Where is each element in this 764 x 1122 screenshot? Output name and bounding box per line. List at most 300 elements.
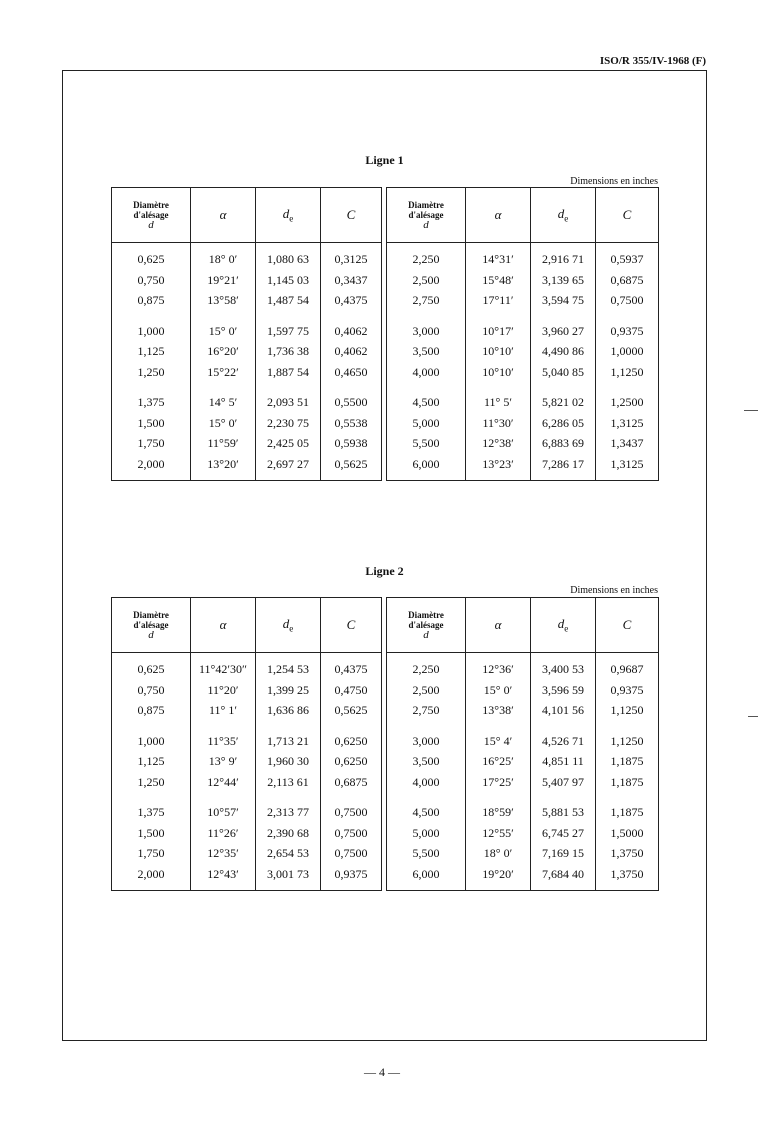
table-row [112, 772, 382, 793]
header-c-symbol: C [346, 617, 356, 632]
table-row [387, 413, 659, 434]
spacer-cell [596, 721, 659, 731]
header-diametre-symbol [387, 630, 465, 640]
table-ligne-1 [111, 187, 659, 481]
cell-alpha: 15° 0′ [191, 413, 256, 434]
header-diametre-symbol [112, 630, 190, 640]
cell-de: 7,169 15 [531, 843, 596, 864]
cell-de: 3,139 65 [531, 270, 596, 291]
cell-de: 4,101 56 [531, 700, 596, 721]
cell-de: 1,399 25 [256, 680, 321, 701]
spacer-cell [466, 721, 531, 731]
cell-diameter: 2,250 [387, 653, 466, 680]
cell-c: 0,9375 [321, 864, 382, 891]
spacer-cell [321, 311, 382, 321]
header-alpha [191, 188, 256, 243]
table-title-ligne-1: Ligne 1 [365, 153, 404, 167]
cell-diameter: 1,250 [112, 772, 191, 793]
cell-alpha: 17°25′ [466, 772, 531, 793]
table-row [387, 700, 659, 721]
spacer-cell [112, 311, 191, 321]
cell-alpha: 11°20′ [191, 680, 256, 701]
cell-alpha: 10°57′ [191, 802, 256, 823]
cell-alpha: 11° 1′ [191, 700, 256, 721]
spacer-cell [387, 311, 466, 321]
cell-c: 0,4375 [321, 290, 382, 311]
cell-diameter: 4,000 [387, 362, 466, 383]
cell-de: 2,113 61 [256, 772, 321, 793]
table-row [112, 680, 382, 701]
spacer-cell [256, 721, 321, 731]
cell-de: 6,286 05 [531, 413, 596, 434]
header-diametre [387, 188, 466, 243]
cell-alpha: 13°23′ [466, 454, 531, 481]
cell-c: 0,4062 [321, 341, 382, 362]
cell-diameter: 3,000 [387, 731, 466, 752]
cell-c: 0,7500 [596, 290, 659, 311]
spacer-cell [191, 311, 256, 321]
header-c-symbol: C [622, 617, 632, 632]
cell-de: 3,960 27 [531, 321, 596, 342]
cell-alpha: 13°58′ [191, 290, 256, 311]
table-row [387, 270, 659, 291]
cell-c: 1,3750 [596, 843, 659, 864]
data-table-left [111, 187, 382, 481]
table-row [112, 413, 382, 434]
cell-de: 7,684 40 [531, 864, 596, 891]
table-row [387, 843, 659, 864]
cell-c: 1,1250 [596, 362, 659, 383]
cell-c: 1,5000 [596, 823, 659, 844]
table-row [387, 321, 659, 342]
header-diametre [112, 188, 191, 243]
group-spacer [387, 311, 659, 321]
spacer-cell [531, 382, 596, 392]
cell-c: 0,7500 [321, 802, 382, 823]
group-spacer [112, 792, 382, 802]
cell-c: 1,0000 [596, 341, 659, 362]
cell-alpha: 10°10′ [466, 362, 531, 383]
cell-diameter: 2,750 [387, 700, 466, 721]
table-row [112, 802, 382, 823]
header-row [112, 188, 382, 243]
cell-alpha: 14° 5′ [191, 392, 256, 413]
cell-diameter: 6,000 [387, 454, 466, 481]
cell-de: 5,407 97 [531, 772, 596, 793]
cell-diameter: 5,000 [387, 413, 466, 434]
cell-alpha: 11°59′ [191, 433, 256, 454]
cell-c: 0,9375 [596, 680, 659, 701]
cell-de: 2,313 77 [256, 802, 321, 823]
header-diametre-symbol [112, 220, 190, 230]
group-spacer [112, 721, 382, 731]
table-ligne-2 [111, 597, 659, 891]
cell-c: 1,3437 [596, 433, 659, 454]
cell-c: 0,4375 [321, 653, 382, 680]
cell-alpha: 12°43′ [191, 864, 256, 891]
table-row [112, 392, 382, 413]
cell-alpha: 18° 0′ [191, 243, 256, 270]
table-row [112, 751, 382, 772]
cell-diameter: 1,375 [112, 392, 191, 413]
cell-c: 0,7500 [321, 823, 382, 844]
cell-alpha: 11° 5′ [466, 392, 531, 413]
header-alpha [466, 188, 531, 243]
table-row [112, 823, 382, 844]
cell-alpha: 18° 0′ [466, 843, 531, 864]
margin-mark [748, 716, 758, 717]
cell-alpha: 11°42′30″ [191, 653, 256, 680]
cell-alpha: 14°31′ [466, 243, 531, 270]
page-number: — 4 — [364, 1065, 400, 1079]
cell-diameter: 0,625 [112, 243, 191, 270]
cell-c: 0,6875 [596, 270, 659, 291]
cell-c: 1,1875 [596, 772, 659, 793]
spacer-cell [466, 792, 531, 802]
spacer-cell [112, 721, 191, 731]
table-row [387, 802, 659, 823]
cell-c: 0,6250 [321, 751, 382, 772]
spacer-cell [466, 382, 531, 392]
cell-diameter: 5,500 [387, 433, 466, 454]
units-note-ligne-1: Dimensions en inches [570, 176, 658, 187]
spacer-cell [191, 792, 256, 802]
table-row [387, 864, 659, 891]
cell-de: 2,425 05 [256, 433, 321, 454]
cell-de: 3,400 53 [531, 653, 596, 680]
cell-alpha: 19°20′ [466, 864, 531, 891]
cell-c: 0,5938 [321, 433, 382, 454]
cell-c: 0,5937 [596, 243, 659, 270]
spacer-cell [387, 792, 466, 802]
header-d-symbol: d [423, 219, 429, 231]
cell-de: 4,490 86 [531, 341, 596, 362]
cell-de: 2,390 68 [256, 823, 321, 844]
margin-mark [744, 410, 758, 411]
cell-diameter: 2,000 [112, 864, 191, 891]
spacer-cell [112, 792, 191, 802]
cell-c: 0,6875 [321, 772, 382, 793]
header-d-symbol: d [148, 629, 154, 641]
table-row [387, 751, 659, 772]
cell-de: 2,093 51 [256, 392, 321, 413]
cell-alpha: 15° 4′ [466, 731, 531, 752]
group-spacer [387, 721, 659, 731]
table-row [387, 454, 659, 481]
header-de-symbol: d [557, 206, 565, 222]
cell-diameter: 0,875 [112, 290, 191, 311]
cell-de: 1,960 30 [256, 751, 321, 772]
cell-diameter: 4,500 [387, 802, 466, 823]
cell-c: 1,1875 [596, 802, 659, 823]
data-table-right [386, 597, 659, 891]
cell-de: 6,883 69 [531, 433, 596, 454]
cell-diameter: 1,125 [112, 751, 191, 772]
table-row [112, 731, 382, 752]
header-row [112, 598, 382, 653]
cell-de: 1,597 75 [256, 321, 321, 342]
cell-c: 0,9375 [596, 321, 659, 342]
cell-de: 4,851 11 [531, 751, 596, 772]
spacer-cell [466, 311, 531, 321]
table-row [387, 362, 659, 383]
cell-c: 0,7500 [321, 843, 382, 864]
cell-c: 0,4650 [321, 362, 382, 383]
document-reference: ISO/R 355/IV-1968 (F) [599, 55, 706, 67]
spacer-cell [387, 721, 466, 731]
cell-de: 2,697 27 [256, 454, 321, 481]
cell-diameter: 6,000 [387, 864, 466, 891]
cell-alpha: 13°38′ [466, 700, 531, 721]
spacer-cell [596, 311, 659, 321]
table-row [112, 341, 382, 362]
cell-de: 1,080 63 [256, 243, 321, 270]
cell-alpha: 15°48′ [466, 270, 531, 291]
header-de-subscript: e [289, 213, 294, 224]
data-table-right [386, 187, 659, 481]
cell-diameter: 1,000 [112, 321, 191, 342]
table-title-ligne-2: Ligne 2 [365, 564, 404, 578]
cell-alpha: 16°25′ [466, 751, 531, 772]
cell-de: 3,001 73 [256, 864, 321, 891]
cell-c: 0,5625 [321, 700, 382, 721]
header-de-symbol: d [282, 206, 290, 222]
cell-diameter: 3,500 [387, 751, 466, 772]
spacer-cell [321, 382, 382, 392]
cell-diameter: 2,250 [387, 243, 466, 270]
header-diametre-line1: Diamètre [408, 610, 444, 620]
units-note-ligne-2: Dimensions en inches [570, 585, 658, 596]
table-row [387, 290, 659, 311]
cell-c: 0,9687 [596, 653, 659, 680]
header-row [387, 598, 659, 653]
header-de [531, 598, 596, 653]
group-spacer [387, 382, 659, 392]
table-row [387, 341, 659, 362]
cell-alpha: 13° 9′ [191, 751, 256, 772]
spacer-cell [112, 382, 191, 392]
cell-c: 0,6250 [321, 731, 382, 752]
cell-alpha: 12°38′ [466, 433, 531, 454]
header-alpha [191, 598, 256, 653]
header-c [321, 188, 382, 243]
cell-c: 1,2500 [596, 392, 659, 413]
cell-c: 0,5625 [321, 454, 382, 481]
group-spacer [112, 311, 382, 321]
spacer-cell [256, 792, 321, 802]
header-diametre [387, 598, 466, 653]
header-diametre-line2: d'alésage [408, 620, 444, 630]
cell-de: 1,254 53 [256, 653, 321, 680]
table-row [112, 843, 382, 864]
header-c-symbol: C [622, 207, 632, 222]
cell-diameter: 4,500 [387, 392, 466, 413]
cell-alpha: 15°22′ [191, 362, 256, 383]
cell-diameter: 1,125 [112, 341, 191, 362]
header-d-symbol: d [148, 219, 154, 231]
cell-c: 0,3437 [321, 270, 382, 291]
header-alpha [466, 598, 531, 653]
cell-diameter: 5,000 [387, 823, 466, 844]
cell-de: 2,654 53 [256, 843, 321, 864]
cell-alpha: 12°36′ [466, 653, 531, 680]
spacer-cell [256, 311, 321, 321]
header-de-subscript: e [289, 623, 294, 634]
header-de-subscript: e [564, 623, 569, 634]
table-row [112, 700, 382, 721]
table-row [387, 772, 659, 793]
header-de [531, 188, 596, 243]
header-c [321, 598, 382, 653]
cell-diameter: 0,625 [112, 653, 191, 680]
cell-diameter: 1,500 [112, 823, 191, 844]
cell-de: 5,040 85 [531, 362, 596, 383]
cell-diameter: 2,750 [387, 290, 466, 311]
header-diametre-line2: d'alésage [408, 210, 444, 220]
cell-de: 7,286 17 [531, 454, 596, 481]
spacer-cell [256, 382, 321, 392]
cell-diameter: 3,500 [387, 341, 466, 362]
group-spacer [387, 792, 659, 802]
spacer-cell [531, 792, 596, 802]
cell-alpha: 10°17′ [466, 321, 531, 342]
header-alpha-symbol: α [219, 617, 227, 632]
header-d-symbol: d [423, 629, 429, 641]
cell-diameter: 1,750 [112, 843, 191, 864]
header-diametre [112, 598, 191, 653]
cell-diameter: 2,500 [387, 680, 466, 701]
cell-de: 1,713 21 [256, 731, 321, 752]
spacer-cell [531, 311, 596, 321]
header-diametre-line1: Diamètre [133, 200, 169, 210]
cell-de: 6,745 27 [531, 823, 596, 844]
header-c-symbol: C [346, 207, 356, 222]
header-de [256, 598, 321, 653]
cell-de: 1,736 38 [256, 341, 321, 362]
header-row [387, 188, 659, 243]
spacer-cell [191, 721, 256, 731]
header-c [596, 598, 659, 653]
cell-alpha: 17°11′ [466, 290, 531, 311]
cell-alpha: 13°20′ [191, 454, 256, 481]
header-diametre-line1: Diamètre [408, 200, 444, 210]
cell-alpha: 18°59′ [466, 802, 531, 823]
page-frame [62, 70, 707, 1041]
cell-c: 1,1875 [596, 751, 659, 772]
cell-alpha: 16°20′ [191, 341, 256, 362]
spacer-cell [321, 792, 382, 802]
table-row [387, 823, 659, 844]
spacer-cell [191, 382, 256, 392]
cell-alpha: 19°21′ [191, 270, 256, 291]
spacer-cell [596, 792, 659, 802]
table-row [112, 653, 382, 680]
cell-c: 0,5538 [321, 413, 382, 434]
cell-c: 1,3125 [596, 413, 659, 434]
cell-de: 1,636 86 [256, 700, 321, 721]
cell-alpha: 15° 0′ [191, 321, 256, 342]
table-row [387, 392, 659, 413]
cell-diameter: 2,000 [112, 454, 191, 481]
header-diametre-line1: Diamètre [133, 610, 169, 620]
cell-alpha: 11°26′ [191, 823, 256, 844]
header-de [256, 188, 321, 243]
cell-alpha: 12°44′ [191, 772, 256, 793]
cell-alpha: 15° 0′ [466, 680, 531, 701]
cell-c: 1,1250 [596, 700, 659, 721]
cell-diameter: 1,500 [112, 413, 191, 434]
cell-alpha: 12°55′ [466, 823, 531, 844]
header-c [596, 188, 659, 243]
header-diametre-line2: d'alésage [133, 210, 169, 220]
cell-c: 1,1250 [596, 731, 659, 752]
cell-diameter: 2,500 [387, 270, 466, 291]
spacer-cell [596, 382, 659, 392]
cell-diameter: 5,500 [387, 843, 466, 864]
cell-alpha: 11°30′ [466, 413, 531, 434]
cell-diameter: 4,000 [387, 772, 466, 793]
cell-de: 3,594 75 [531, 290, 596, 311]
cell-diameter: 1,250 [112, 362, 191, 383]
cell-diameter: 1,750 [112, 433, 191, 454]
table-row [112, 243, 382, 270]
table-row [387, 243, 659, 270]
spacer-cell [387, 382, 466, 392]
data-table-left [111, 597, 382, 891]
header-diametre-line2: d'alésage [133, 620, 169, 630]
table-row [387, 680, 659, 701]
cell-diameter: 0,750 [112, 680, 191, 701]
table-row [112, 290, 382, 311]
table-row [112, 864, 382, 891]
header-alpha-symbol: α [494, 207, 502, 222]
header-de-symbol: d [282, 616, 290, 632]
cell-de: 2,916 71 [531, 243, 596, 270]
cell-diameter: 1,375 [112, 802, 191, 823]
header-alpha-symbol: α [494, 617, 502, 632]
table-row [112, 433, 382, 454]
cell-c: 1,3750 [596, 864, 659, 891]
cell-c: 0,4062 [321, 321, 382, 342]
cell-de: 1,887 54 [256, 362, 321, 383]
header-de-subscript: e [564, 213, 569, 224]
cell-c: 0,4750 [321, 680, 382, 701]
cell-de: 2,230 75 [256, 413, 321, 434]
spacer-cell [321, 721, 382, 731]
table-row [387, 731, 659, 752]
header-diametre-symbol [387, 220, 465, 230]
cell-de: 1,145 03 [256, 270, 321, 291]
table-row [387, 433, 659, 454]
cell-alpha: 11°35′ [191, 731, 256, 752]
table-row [387, 653, 659, 680]
cell-de: 5,881 53 [531, 802, 596, 823]
cell-c: 0,5500 [321, 392, 382, 413]
group-spacer [112, 382, 382, 392]
cell-alpha: 10°10′ [466, 341, 531, 362]
cell-diameter: 0,875 [112, 700, 191, 721]
cell-diameter: 1,000 [112, 731, 191, 752]
cell-alpha: 12°35′ [191, 843, 256, 864]
table-row [112, 321, 382, 342]
cell-de: 3,596 59 [531, 680, 596, 701]
cell-de: 5,821 02 [531, 392, 596, 413]
table-row [112, 362, 382, 383]
cell-diameter: 3,000 [387, 321, 466, 342]
cell-c: 0,3125 [321, 243, 382, 270]
cell-de: 4,526 71 [531, 731, 596, 752]
table-row [112, 454, 382, 481]
